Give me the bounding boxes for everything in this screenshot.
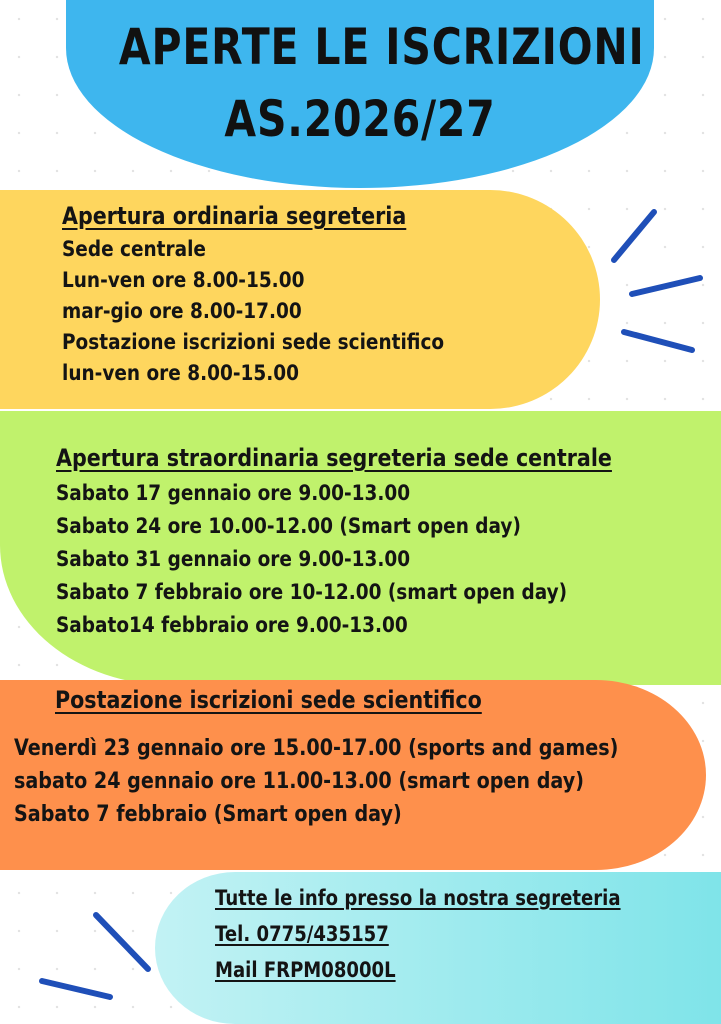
contacts-tel: Tel. 0775/435157 (215, 922, 389, 946)
title-banner (66, 0, 654, 188)
straordinaria-line: Sabato 24 ore 10.00-12.00 (Smart open day) (56, 514, 521, 538)
straordinaria-line: Sabato 31 gennaio ore 9.00-13.00 (56, 547, 411, 571)
contacts-section (155, 872, 721, 1024)
ordinaria-line: mar-gio ore 8.00-17.00 (62, 299, 302, 323)
scientifico-line: Venerdì 23 gennaio ore 15.00-17.00 (sports and games) (14, 736, 619, 761)
contacts-mail: Mail FRPM08000L (215, 958, 396, 982)
ordinaria-line: Lun-ven ore 8.00-15.00 (62, 268, 305, 292)
straordinaria-line: Sabato14 febbraio ore 9.00-13.00 (56, 613, 408, 637)
straordinaria-line: Sabato 7 febbraio ore 10-12.00 (smart open day) (56, 580, 568, 604)
title-line-1: APERTE LE ISCRIZIONI (118, 18, 645, 76)
ordinaria-line: Postazione iscrizioni sede scientifico (62, 330, 445, 354)
ordinaria-line: lun-ven ore 8.00-15.00 (62, 361, 299, 385)
scientifico-heading: Postazione iscrizioni sede scientifico (55, 686, 482, 714)
ordinaria-heading: Apertura ordinaria segreteria (62, 202, 407, 230)
title-line-2: AS.2026/27 (224, 90, 496, 148)
scientifico-section (0, 680, 706, 870)
straordinaria-heading: Apertura straordinaria segreteria sede centrale (56, 444, 612, 472)
deco-strokes-bottom-left-icon (30, 905, 160, 1015)
straordinaria-line: Sabato 17 gennaio ore 9.00-13.00 (56, 481, 411, 505)
straordinaria-section (0, 411, 721, 685)
scientifico-line: sabato 24 gennaio ore 11.00-13.00 (smart open day) (14, 769, 584, 794)
contacts-info: Tutte le info presso la nostra segreteria (215, 886, 621, 910)
deco-strokes-top-right-icon (600, 200, 710, 360)
ordinaria-section (0, 190, 600, 409)
scientifico-line: Sabato 7 febbraio (Smart open day) (14, 802, 402, 827)
ordinaria-line: Sede centrale (62, 237, 206, 261)
